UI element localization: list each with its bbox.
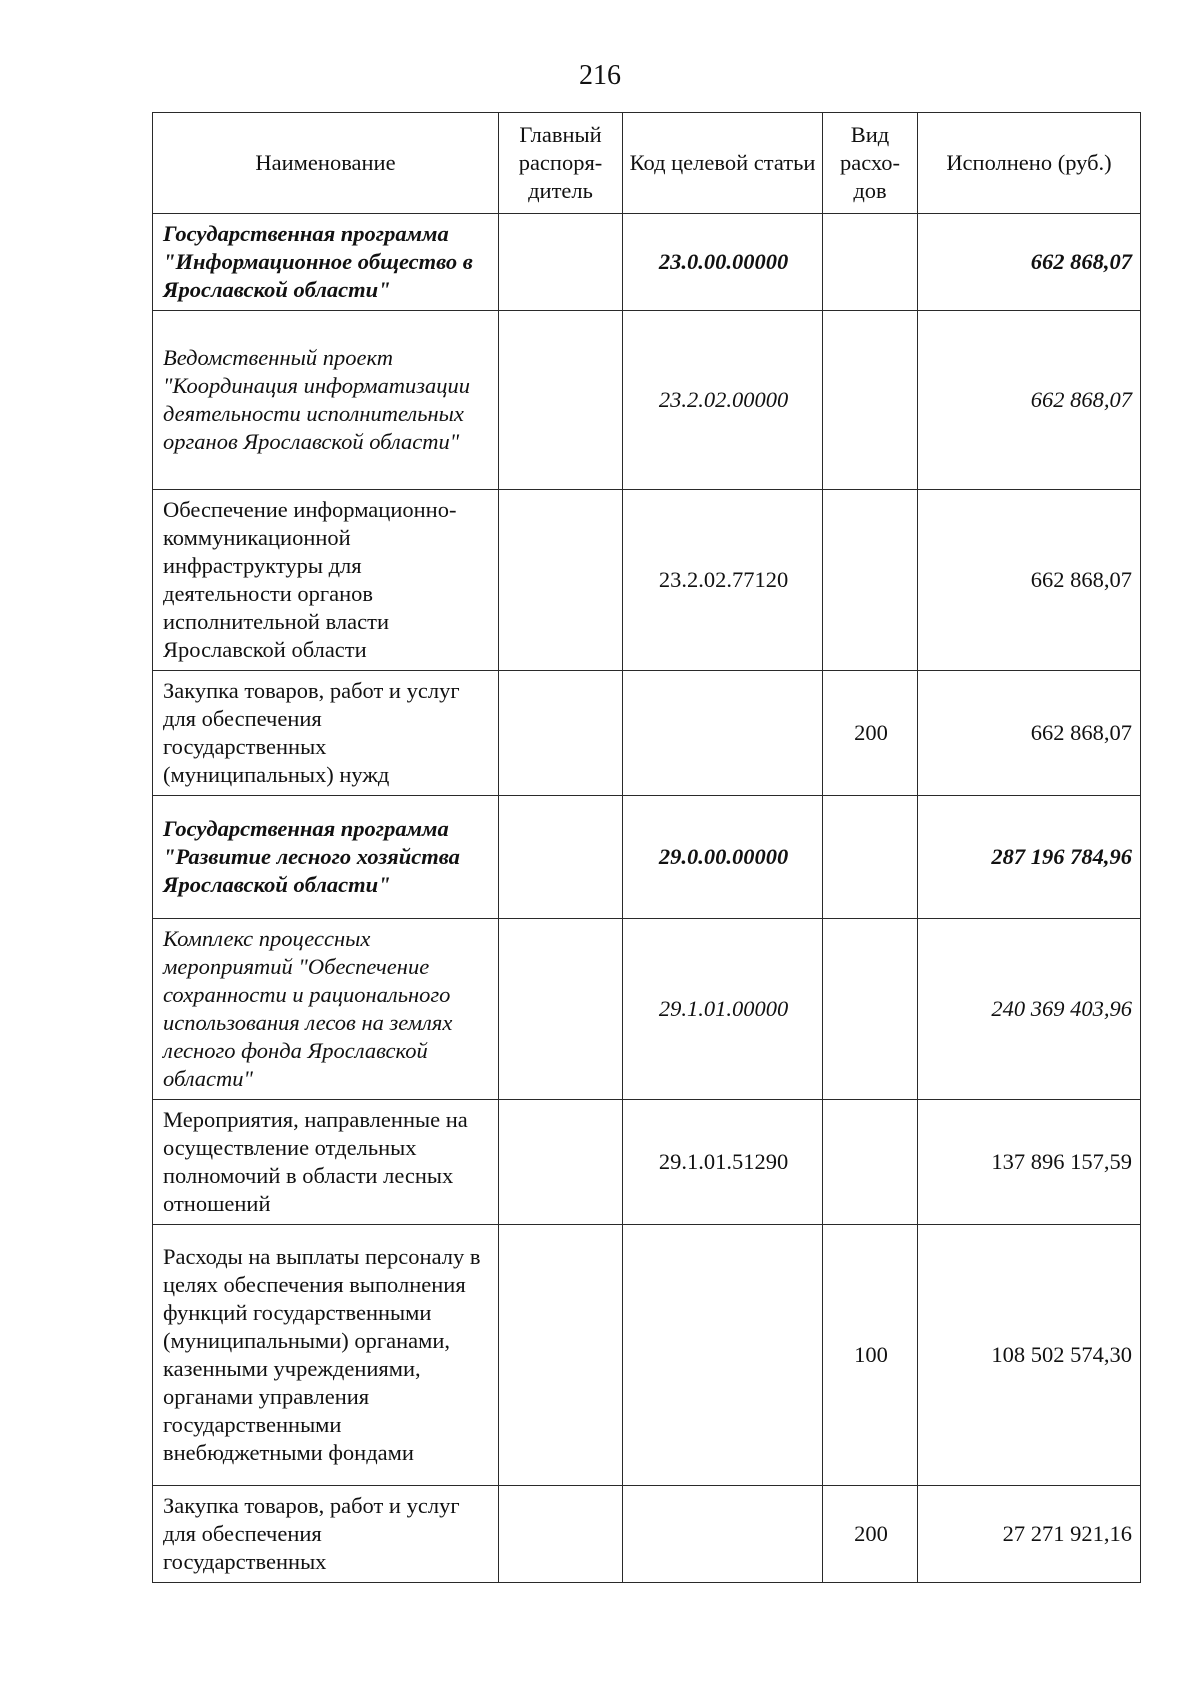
table-header-row [153, 113, 1141, 214]
cell-admin [499, 214, 623, 311]
cell-admin [499, 1100, 623, 1225]
cell-code: 23.2.02.77120 [623, 490, 823, 671]
cell-name: Расходы на выплаты персоналу в целях обеспечения выполнения функций государственными (муниципальными) органами, казенными учреждениями, органами управления государственными внебюджетными фондами [153, 1225, 499, 1486]
cell-code [623, 1225, 823, 1486]
header-target-code: Код целевой статьи [623, 113, 823, 214]
cell-amount: 662 868,07 [918, 214, 1141, 311]
cell-name: Ведомственный проект "Координация информатизации деятельности исполнительных органов Ярославской области" [153, 311, 499, 490]
cell-type [823, 796, 918, 919]
table-row [153, 796, 1141, 919]
table-row [153, 1486, 1141, 1583]
cell-type [823, 490, 918, 671]
header-chief-administrator: Главный распоря-дитель [499, 113, 623, 214]
cell-admin [499, 796, 623, 919]
cell-type: 100 [823, 1225, 918, 1486]
cell-admin [499, 919, 623, 1100]
table-row [153, 1100, 1141, 1225]
header-name: Наименование [153, 113, 499, 214]
cell-amount: 662 868,07 [918, 490, 1141, 671]
cell-name: Государственная программа "Информационное общество в Ярославской области" [153, 214, 499, 311]
cell-name: Обеспечение информационно-коммуникационной инфраструктуры для деятельности органов исполнительной власти Ярославской области [153, 490, 499, 671]
cell-amount: 662 868,07 [918, 671, 1141, 796]
cell-type [823, 1100, 918, 1225]
cell-admin [499, 1225, 623, 1486]
budget-execution-table [152, 112, 1141, 1583]
table-row [153, 919, 1141, 1100]
cell-code [623, 671, 823, 796]
cell-admin [499, 671, 623, 796]
cell-amount: 662 868,07 [918, 311, 1141, 490]
cell-name: Государственная программа "Развитие лесного хозяйства Ярославской области" [153, 796, 499, 919]
cell-code [623, 1486, 823, 1583]
cell-amount: 137 896 157,59 [918, 1100, 1141, 1225]
cell-name: Закупка товаров, работ и услуг для обеспечения государственных (муниципальных) нужд [153, 671, 499, 796]
cell-amount: 287 196 784,96 [918, 796, 1141, 919]
cell-code: 23.0.00.00000 [623, 214, 823, 311]
header-executed-amount: Исполнено (руб.) [918, 113, 1141, 214]
cell-admin [499, 490, 623, 671]
cell-code: 29.0.00.00000 [623, 796, 823, 919]
table-row [153, 671, 1141, 796]
cell-amount: 240 369 403,96 [918, 919, 1141, 1100]
table-row [153, 214, 1141, 311]
cell-admin [499, 1486, 623, 1583]
cell-type [823, 214, 918, 311]
cell-type: 200 [823, 671, 918, 796]
cell-name: Комплекс процессных мероприятий "Обеспечение сохранности и рационального использования лесов на землях лесного фонда Ярославской области" [153, 919, 499, 1100]
cell-type [823, 919, 918, 1100]
cell-name: Мероприятия, направленные на осуществление отдельных полномочий в области лесных отношений [153, 1100, 499, 1225]
table-row [153, 311, 1141, 490]
cell-name: Закупка товаров, работ и услуг для обеспечения государственных [153, 1486, 499, 1583]
page-number: 216 [579, 60, 621, 91]
cell-type: 200 [823, 1486, 918, 1583]
cell-code: 29.1.01.00000 [623, 919, 823, 1100]
cell-code: 29.1.01.51290 [623, 1100, 823, 1225]
cell-admin [499, 311, 623, 490]
cell-amount: 27 271 921,16 [918, 1486, 1141, 1583]
cell-code: 23.2.02.00000 [623, 311, 823, 490]
cell-type [823, 311, 918, 490]
cell-amount: 108 502 574,30 [918, 1225, 1141, 1486]
table-row [153, 1225, 1141, 1486]
table-row [153, 490, 1141, 671]
header-expense-type: Вид расхо-дов [823, 113, 918, 214]
